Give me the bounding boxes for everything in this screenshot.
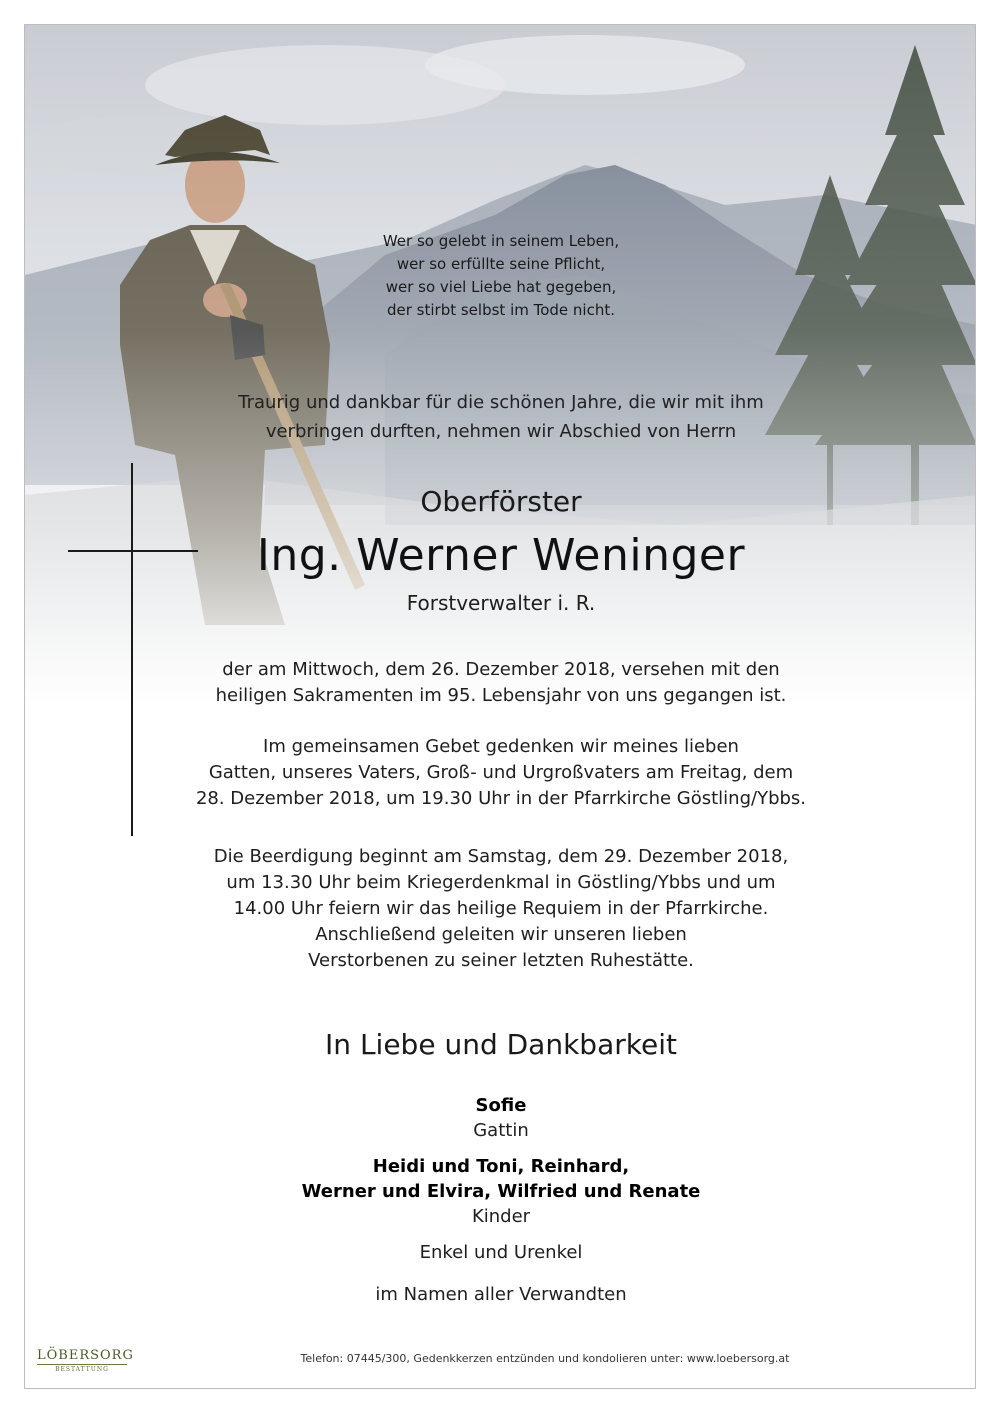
obituary-sheet	[24, 24, 976, 1389]
spouse-relation: Gattin	[473, 1120, 529, 1141]
paragraph-line: Gatten, unseres Vaters, Groß- und Urgroßvaters am Freitag, dem	[208, 762, 794, 783]
paragraph-line: Verstorbenen zu seiner letzten Ruhestätte.	[308, 950, 694, 971]
paragraph-line: um 13.30 Uhr beim Kriegerdenkmal in Göstling/Ybbs und um	[226, 872, 776, 893]
paragraph-line: heiligen Sakramenten im 95. Lebensjahr von uns gegangen ist.	[215, 685, 787, 706]
motto-line: Wer so gelebt in seinem Leben,	[382, 232, 620, 250]
paragraph-line: 28. Dezember 2018, um 19.30 Uhr in der Pfarrkirche Göstling/Ybbs.	[195, 788, 807, 809]
children-names: Heidi und Toni, Reinhard,	[372, 1156, 630, 1177]
intro-line: Traurig und dankbar für die schönen Jahre, die wir mit ihm	[238, 392, 764, 413]
motto-line: wer so viel Liebe hat gegeben,	[385, 278, 617, 296]
footer-contact: Telefon: 07445/300, Gedenkkerzen entzünden und kondolieren unter: www.loebersorg.at	[300, 1352, 790, 1365]
spouse-name: Sofie	[475, 1095, 527, 1116]
deceased-role: Forstverwalter i. R.	[406, 591, 596, 615]
mourner-relatives: im Namen aller Verwandten	[375, 1284, 627, 1305]
death-notice-paragraph	[25, 657, 976, 709]
paragraph-line: Anschließend geleiten wir unseren lieben	[315, 924, 687, 945]
logo-name: LÖBERSORG	[37, 1348, 134, 1363]
motto-poem	[25, 230, 976, 322]
children-names: Werner und Elvira, Wilfried und Renate	[301, 1181, 701, 1202]
mourner-grandchildren: Enkel und Urenkel	[419, 1242, 583, 1263]
motto-line: der stirbt selbst im Tode nicht.	[386, 301, 616, 319]
paragraph-line: Im gemeinsamen Gebet gedenken wir meines lieben	[263, 736, 739, 757]
closing-phrase: In Liebe und Dankbarkeit	[325, 1028, 677, 1061]
deceased-name: Ing. Werner Weninger	[256, 530, 746, 581]
intro-text	[25, 388, 976, 446]
children-relation: Kinder	[471, 1206, 531, 1227]
mourner-spouse	[25, 1093, 976, 1143]
prayer-paragraph	[25, 734, 976, 812]
deceased-title: Oberförster	[420, 485, 582, 518]
funeral-paragraph	[25, 844, 976, 974]
funeral-home-logo	[37, 1348, 134, 1373]
intro-line: verbringen durften, nehmen wir Abschied von Herrn	[265, 421, 737, 442]
paragraph-line: 14.00 Uhr feiern wir das heilige Requiem in der Pfarrkirche.	[233, 898, 769, 919]
paragraph-line: der am Mittwoch, dem 26. Dezember 2018, versehen mit den	[222, 659, 780, 680]
mourner-children	[25, 1154, 976, 1229]
paragraph-line: Die Beerdigung beginnt am Samstag, dem 29. Dezember 2018,	[213, 846, 789, 867]
motto-line: wer so erfüllte seine Pflicht,	[396, 255, 606, 273]
logo-subtitle: BESTATTUNG	[55, 1366, 109, 1373]
